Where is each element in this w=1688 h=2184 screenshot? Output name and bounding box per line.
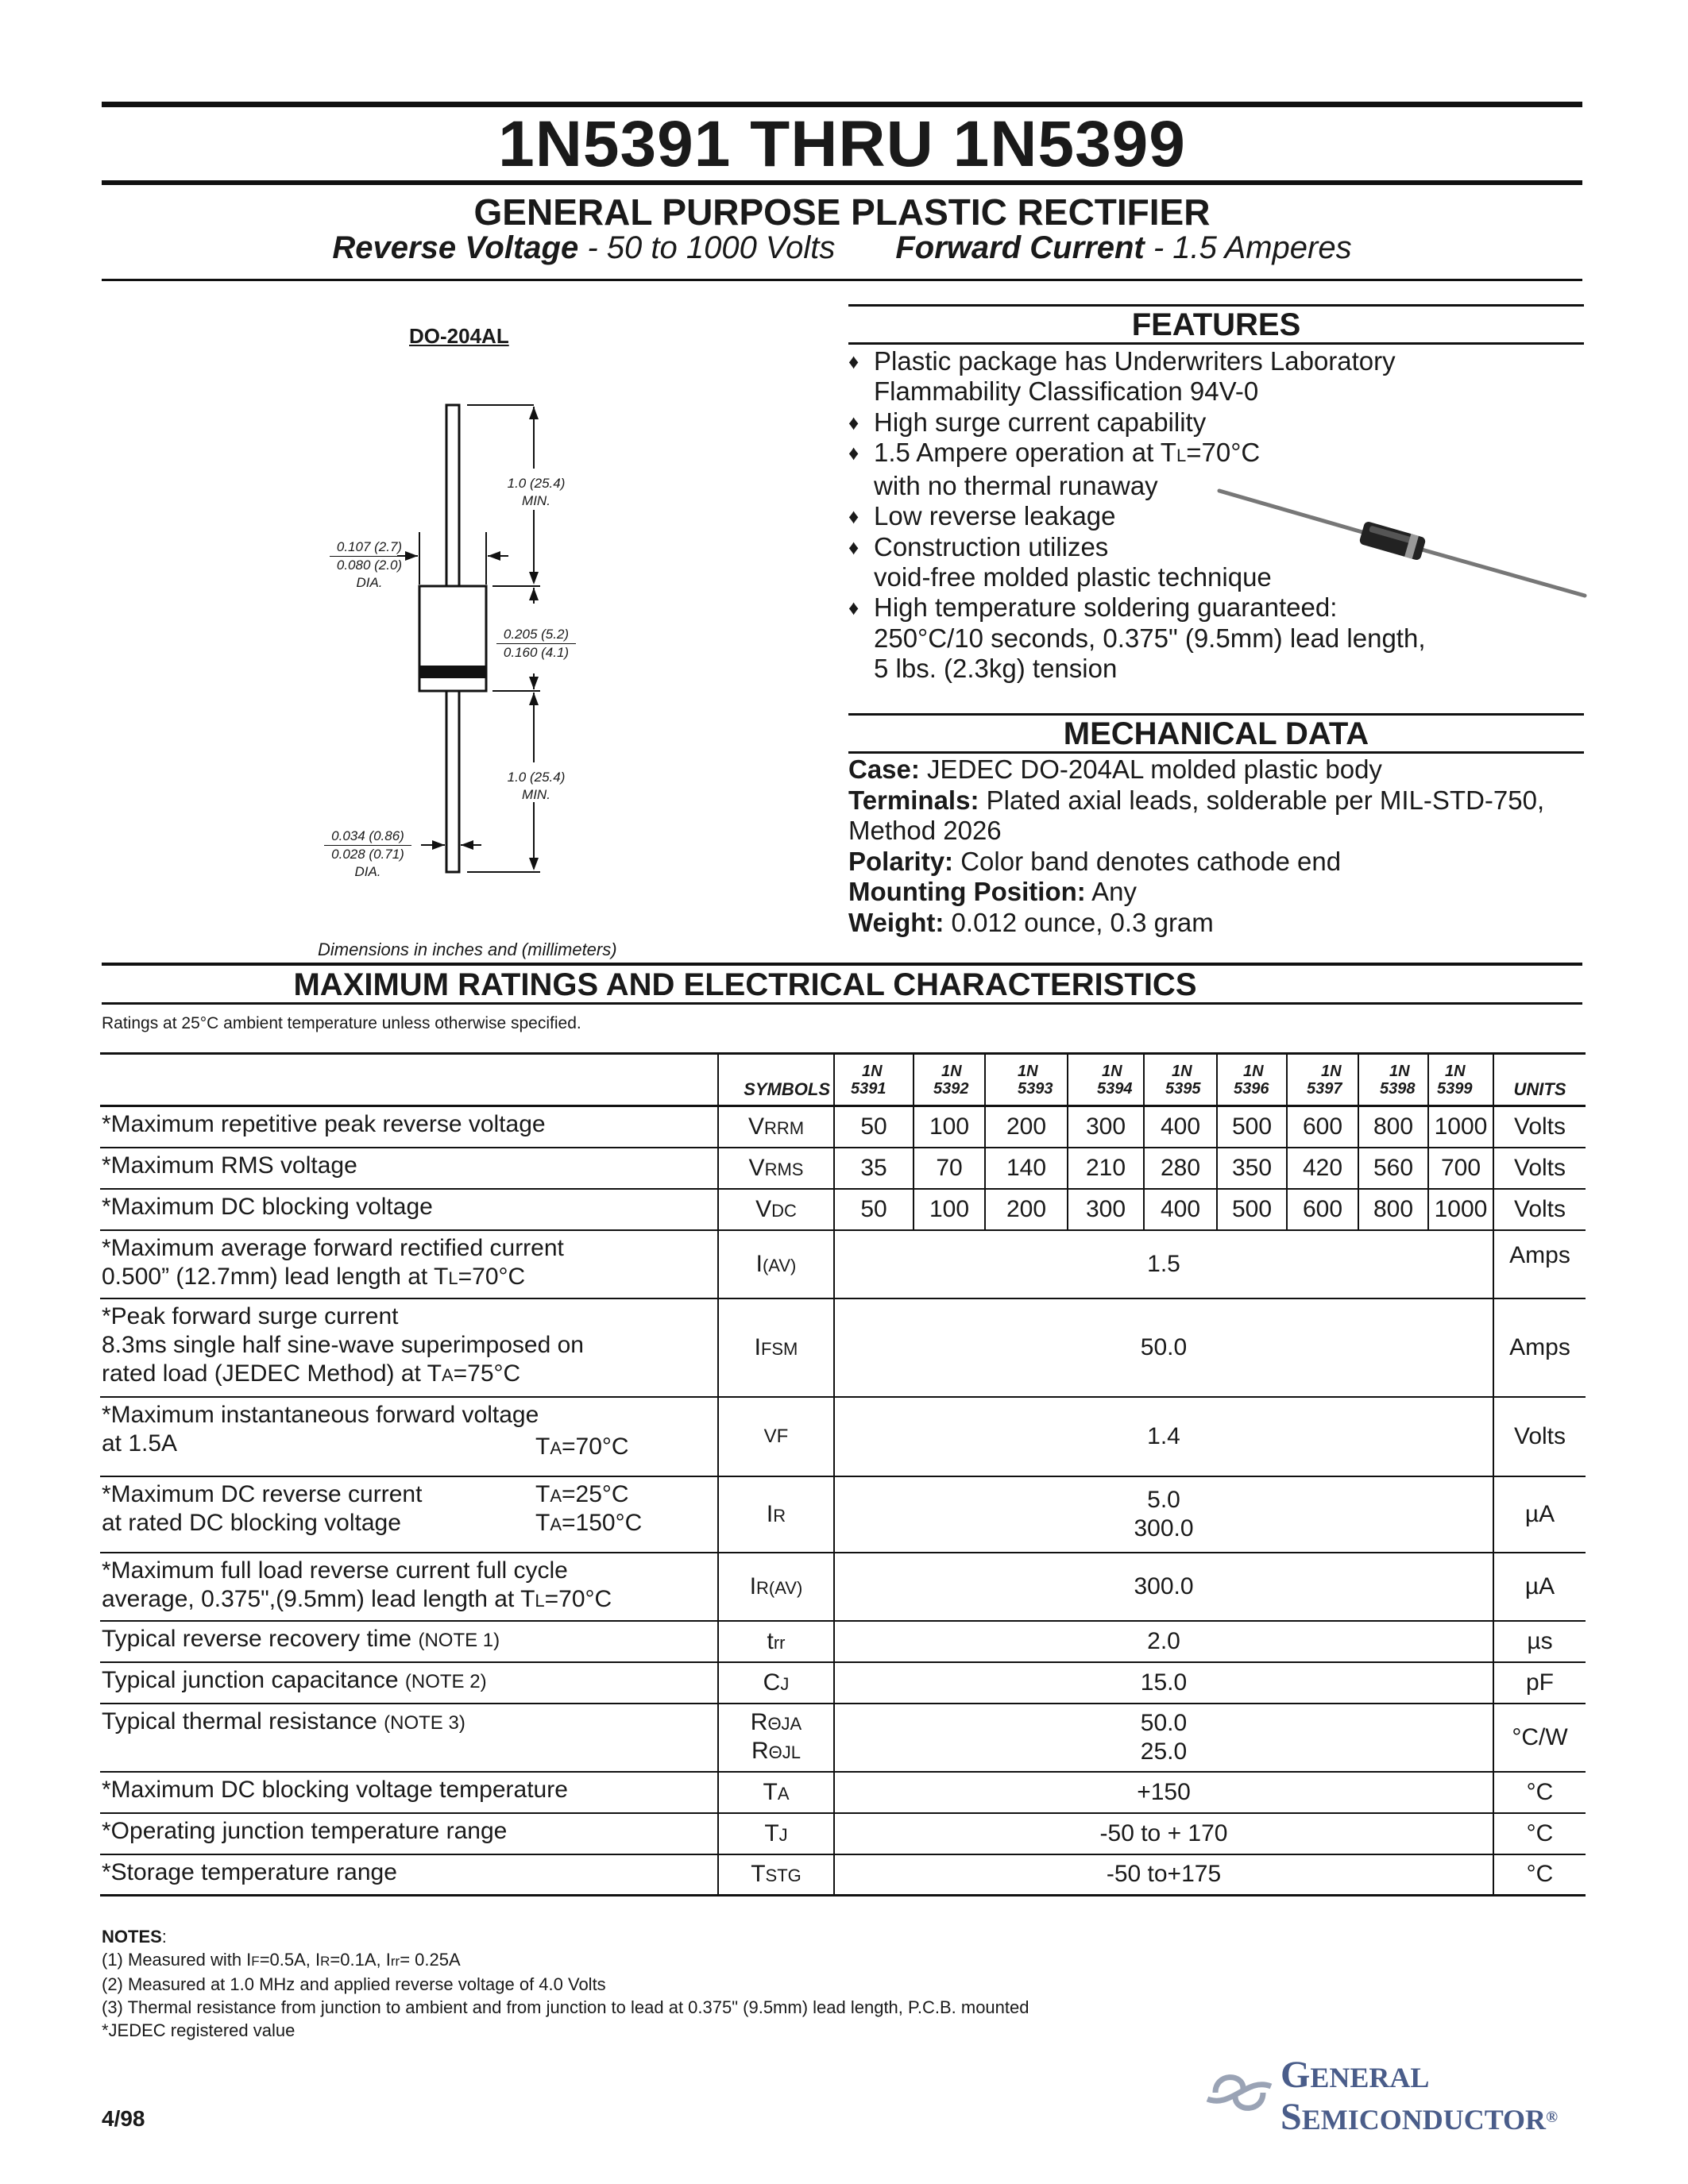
units-header: UNITS [1493, 1054, 1586, 1106]
value-cell: 140 [985, 1148, 1068, 1189]
feature-text: =70°C [1186, 437, 1261, 467]
unit-cell: °C/W [1493, 1704, 1586, 1772]
value-cell: 2.0 [834, 1621, 1493, 1662]
diode-photo [1211, 477, 1593, 604]
dim-bottom-lead [492, 769, 580, 804]
revision-date: 4/98 [102, 2106, 145, 2131]
part-number: 5393 [1018, 1079, 1053, 1098]
table-row [100, 1148, 1586, 1189]
desc-line [102, 1585, 714, 1615]
dim-lead-dia [324, 828, 411, 881]
subscript: A [441, 1364, 454, 1385]
note-ref: (NOTE 3) [384, 1711, 465, 1734]
terminals-label: Terminals: [848, 785, 979, 815]
param-desc [100, 1298, 718, 1397]
unit-cell: µA [1493, 1476, 1586, 1553]
company-logo [1280, 2055, 1558, 2140]
param-desc: *Maximum DC blocking voltage temperature [100, 1772, 718, 1813]
param-desc [100, 1476, 718, 1553]
value-cell: 200 [985, 1189, 1068, 1230]
dim-text: 0.160 (4.1) [503, 645, 570, 660]
part-header [1217, 1054, 1287, 1106]
features-head-rule [848, 342, 1584, 345]
part-number: 5395 [1165, 1079, 1201, 1098]
value-cell: 500 [1217, 1189, 1287, 1230]
value-cell: 300.0 [834, 1553, 1493, 1621]
param-symbol [718, 1621, 834, 1662]
subscript: (AV) [762, 1255, 797, 1275]
logo-line-1 [1280, 2055, 1558, 2097]
param-desc [100, 1230, 718, 1298]
desc-text: =150°C [562, 1509, 643, 1536]
value-cell: 400 [1144, 1106, 1217, 1148]
desc-text: at rated DC blocking voltage [102, 1509, 401, 1536]
symbol-main: I [755, 1250, 763, 1277]
param-symbol [718, 1704, 834, 1772]
condition [535, 1509, 642, 1539]
note-2: (2) Measured at 1.0 MHz and applied reverse voltage of 4.0 Volts [102, 1974, 606, 1994]
feature-item [848, 438, 1425, 471]
subscript: A [777, 1783, 790, 1804]
value-cell: 420 [1287, 1148, 1358, 1189]
unit-cell: °C [1493, 1772, 1586, 1813]
value-cell: 35 [834, 1148, 914, 1189]
subscript: J [778, 1824, 788, 1845]
value-cell: 600 [1287, 1106, 1358, 1148]
value-cell: 100 [914, 1106, 985, 1148]
unit-cell: µA [1493, 1553, 1586, 1621]
logo-line-2 [1280, 2097, 1558, 2140]
subscript: L [1176, 445, 1187, 465]
value-cell: 400 [1144, 1189, 1217, 1230]
part-prefix: 1N [1243, 1062, 1264, 1080]
mechanical-data [848, 754, 1544, 938]
table-row [100, 1397, 1586, 1476]
desc-line [102, 1360, 714, 1390]
mounting-line [848, 877, 1544, 908]
registered-mark: ® [1546, 2109, 1559, 2126]
value-cell: 1.4 [834, 1397, 1493, 1476]
value-cell: 15.0 [834, 1662, 1493, 1704]
desc-text: rated load (JEDEC Method) at T [102, 1360, 442, 1387]
case-label: Case: [848, 754, 920, 784]
symbol-main: C [763, 1669, 781, 1696]
notes-heading-text: NOTES [102, 1927, 162, 1947]
part-number: 5399 [1437, 1079, 1473, 1098]
param-symbol [718, 1148, 834, 1189]
param-desc: *Maximum DC blocking voltage [100, 1189, 718, 1230]
part-prefix: 1N [941, 1062, 962, 1080]
dim-text: 1.0 (25.4) [507, 770, 566, 785]
table-row [100, 1854, 1586, 1896]
features-top-rule [848, 304, 1584, 307]
subscript: rr [390, 1954, 400, 1969]
logo-text: ENERAL [1310, 2062, 1430, 2093]
part-header [1287, 1054, 1358, 1106]
subscript: R [320, 1954, 330, 1969]
dim-top-lead [492, 475, 580, 510]
value-cell: 800 [1358, 1189, 1428, 1230]
symbol-main: V [748, 1154, 765, 1181]
value-cell: 1000 [1428, 1106, 1493, 1148]
note-text: (1) Measured with I [102, 1950, 252, 1970]
mechanical-heading: MECHANICAL DATA [1063, 716, 1369, 751]
ratings-heading: MAXIMUM RATINGS AND ELECTRICAL CHARACTERISTICS [293, 967, 1197, 1002]
header-bottom-rule [102, 279, 1582, 281]
desc-text: T [535, 1480, 550, 1507]
symbol-main: t [767, 1627, 774, 1654]
desc-text: T [535, 1433, 550, 1460]
param-symbol [718, 1553, 834, 1621]
case-line [848, 754, 1544, 785]
dim-text: 0.107 (2.7) [330, 538, 409, 557]
unit-cell: Amps [1493, 1230, 1586, 1298]
unit-cell: Volts [1493, 1397, 1586, 1476]
value-line: 25.0 [1140, 1738, 1188, 1765]
part-prefix: 1N [862, 1062, 883, 1080]
dim-body-dia [330, 538, 409, 592]
value-cell: 210 [1068, 1148, 1144, 1189]
value-cell: 500 [1217, 1106, 1287, 1148]
dim-text: 0.080 (2.0) [336, 558, 403, 573]
table-row [100, 1106, 1586, 1148]
subscript: R(AV) [756, 1577, 803, 1598]
part-number: 5391 [851, 1079, 886, 1098]
value-cell: 800 [1358, 1106, 1428, 1148]
symbol-line [722, 1709, 830, 1738]
desc-line: *Maximum average forward rectified current [102, 1234, 564, 1261]
company-logo-mark [1199, 2053, 1279, 2132]
value-cell: +150 [834, 1772, 1493, 1813]
dim-text: 0.205 (5.2) [496, 626, 576, 644]
dim-text: 0.028 (0.71) [331, 847, 404, 862]
package-name: DO-204AL [409, 324, 509, 348]
dim-text: MIN. [522, 493, 550, 508]
feature-text: High surge current capability [874, 407, 1207, 437]
table-row [100, 1704, 1586, 1772]
subtitle: GENERAL PURPOSE PLASTIC RECTIFIER [473, 191, 1211, 233]
reverse-voltage-label: Reverse Voltage [332, 230, 579, 265]
subscript: RRM [763, 1117, 805, 1138]
desc-text: =70°C [458, 1263, 526, 1290]
forward-current-label: Forward Current [895, 230, 1145, 265]
subscript: DC [771, 1200, 797, 1221]
subscript: A [550, 1514, 562, 1534]
header-blank [100, 1054, 718, 1106]
param-desc [100, 1621, 718, 1662]
value-cell: 300 [1068, 1189, 1144, 1230]
unit-cell: Amps [1493, 1298, 1586, 1397]
param-symbol [718, 1298, 834, 1397]
value-cell: -50 to + 170 [834, 1813, 1493, 1854]
page-title: 1N5391 THRU 1N5399 [498, 108, 1186, 180]
condition [535, 1433, 629, 1463]
value-cell: 280 [1144, 1148, 1217, 1189]
table-row [100, 1189, 1586, 1230]
part-prefix: 1N [1321, 1062, 1342, 1080]
feature-text: 250°C/10 seconds, 0.375" (9.5mm) lead length, [874, 623, 1426, 653]
feature-text: with no thermal runaway [874, 471, 1158, 501]
param-symbol [718, 1854, 834, 1896]
feature-text: 5 lbs. (2.3kg) tension [874, 653, 1118, 683]
desc-line [102, 1509, 714, 1538]
value-cell: 50 [834, 1106, 914, 1148]
desc-text: average, 0.375",(9.5mm) lead length at T [102, 1585, 535, 1612]
part-header [1068, 1054, 1144, 1106]
table-row [100, 1553, 1586, 1621]
subscript: F [251, 1954, 260, 1969]
notes-heading: NOTES: [102, 1927, 167, 1947]
weight-label: Weight: [848, 907, 944, 937]
feature-item [848, 407, 1425, 438]
condition [535, 1480, 629, 1511]
value-cell: 350 [1217, 1148, 1287, 1189]
logo-initial: G [1280, 2054, 1311, 2096]
unit-cell: Volts [1493, 1148, 1586, 1189]
desc-text: Typical junction capacitance [102, 1666, 399, 1693]
subscript: STG [765, 1866, 802, 1886]
note-text: =0.5A, I [259, 1950, 321, 1970]
symbol-line [722, 1738, 830, 1766]
part-header [1428, 1054, 1493, 1106]
param-symbol [718, 1813, 834, 1854]
feature-text: 1.5 Ampere operation at T [874, 437, 1176, 467]
polarity-label: Polarity: [848, 846, 954, 876]
param-symbol [718, 1106, 834, 1148]
symbols-header: SYMBOLS [718, 1054, 834, 1106]
table-row [100, 1476, 1586, 1553]
part-prefix: 1N [1172, 1062, 1192, 1080]
param-desc: *Maximum RMS voltage [100, 1148, 718, 1189]
mounting-label: Mounting Position: [848, 877, 1086, 906]
part-prefix: 1N [1445, 1062, 1466, 1080]
terminals-line-2: Method 2026 [848, 816, 1002, 845]
subscript: ΘJL [768, 1742, 802, 1762]
subscript: A [550, 1437, 562, 1458]
value-cell: 50.0 [834, 1298, 1493, 1397]
symbol-main: I [754, 1333, 761, 1360]
value-line: 300.0 [1134, 1515, 1194, 1542]
polarity-value: Color band denotes cathode end [953, 846, 1342, 876]
dim-text: 1.0 (25.4) [507, 476, 566, 491]
logo-text: EMICONDUCTOR [1301, 2104, 1547, 2136]
param-symbol [718, 1230, 834, 1298]
feature-text: Flammability Classification 94V-0 [874, 376, 1259, 407]
title-rule [102, 180, 1582, 185]
desc-line: *Maximum instantaneous forward voltage [102, 1401, 539, 1428]
subscript: L [448, 1268, 458, 1288]
notes [102, 1925, 1029, 2042]
unit-cell: °C [1493, 1813, 1586, 1854]
symbol-main: R [750, 1708, 768, 1735]
note-text: = 0.25A [400, 1950, 461, 1970]
note-text: =0.1A, I [330, 1950, 391, 1970]
feature-item [848, 346, 1425, 376]
part-header [914, 1054, 985, 1106]
note-3: (3) Thermal resistance from junction to ambient and from junction to lead at 0.375" (9.5mm) lead length, P.C.B. mounted [102, 1997, 1029, 2017]
dim-body-length [496, 626, 576, 662]
table-row [100, 1772, 1586, 1813]
part-header [834, 1054, 914, 1106]
desc-text: *Maximum DC reverse current [102, 1480, 423, 1507]
weight-line [848, 908, 1544, 939]
value-cell: 1000 [1428, 1189, 1493, 1230]
desc-text: Typical thermal resistance [102, 1707, 377, 1734]
symbol-main: I [749, 1572, 757, 1599]
part-number: 5397 [1307, 1079, 1342, 1098]
feature-text: Low reverse leakage [874, 501, 1116, 531]
desc-line: *Peak forward surge current [102, 1302, 399, 1329]
feature-text: Construction utilizes [874, 531, 1109, 561]
param-desc: *Storage temperature range [100, 1854, 718, 1896]
features-heading: FEATURES [1131, 307, 1301, 342]
terminals-value: Plated axial leads, solderable per MIL-STD-750, [979, 785, 1545, 815]
ratings-head-rule [102, 1002, 1582, 1005]
subscript: J [780, 1673, 790, 1694]
part-prefix: 1N [1018, 1062, 1038, 1080]
value-cell [834, 1704, 1493, 1772]
subscript: FSM [760, 1338, 798, 1359]
part-number: 5394 [1097, 1079, 1133, 1098]
dim-text: DIA. [354, 864, 381, 879]
param-symbol [718, 1476, 834, 1553]
dim-text: DIA. [356, 575, 383, 590]
table-row [100, 1621, 1586, 1662]
table-row [100, 1662, 1586, 1704]
desc-text: =70°C [562, 1433, 629, 1460]
param-desc [100, 1704, 718, 1772]
symbol-main: T [764, 1819, 779, 1846]
param-symbol [718, 1772, 834, 1813]
symbol-main: R [751, 1737, 769, 1764]
ratings-top-rule [102, 963, 1582, 966]
feature-text: Plastic package has Underwriters Laboratory [874, 346, 1396, 376]
note-ref: (NOTE 2) [404, 1670, 487, 1692]
part-header [1358, 1054, 1428, 1106]
value-cell: 300 [1068, 1106, 1144, 1148]
part-header [1144, 1054, 1217, 1106]
table-row [100, 1230, 1586, 1298]
mech-top-rule [848, 713, 1584, 716]
symbol-main: T [751, 1861, 766, 1888]
param-desc: *Operating junction temperature range [100, 1813, 718, 1854]
desc-text: T [535, 1509, 550, 1536]
value-line: 50.0 [1140, 1709, 1188, 1736]
symbol-main: I [766, 1500, 774, 1527]
subscript: rr [773, 1632, 786, 1653]
unit-cell: pF [1493, 1662, 1586, 1704]
subscript: A [550, 1485, 562, 1506]
dim-text: 0.034 (0.86) [324, 828, 411, 846]
desc-line [102, 1263, 714, 1293]
value-cell: 70 [914, 1148, 985, 1189]
note-1 [102, 1948, 1029, 1973]
reverse-voltage-value: - 50 to 1000 Volts [578, 230, 836, 265]
part-prefix: 1N [1389, 1062, 1410, 1080]
ratings-table [100, 1052, 1586, 1897]
feature-text: void-free molded plastic technique [874, 562, 1272, 592]
unit-cell: Volts [1493, 1189, 1586, 1230]
value-cell: -50 to+175 [834, 1854, 1493, 1896]
value-cell: 700 [1428, 1148, 1493, 1189]
part-header [985, 1054, 1068, 1106]
forward-current-value: - 1.5 Amperes [1144, 230, 1352, 265]
part-prefix: 1N [1102, 1062, 1122, 1080]
dim-text: MIN. [522, 787, 550, 802]
desc-text: Typical reverse recovery time [102, 1625, 412, 1652]
case-value: JEDEC DO-204AL molded plastic body [919, 754, 1382, 784]
desc-line: *Maximum full load reverse current full cycle [102, 1557, 568, 1584]
value-cell: 560 [1358, 1148, 1428, 1189]
desc-line [102, 1480, 714, 1509]
desc-text: 0.500” (12.7mm) lead length at T [102, 1263, 449, 1290]
desc-text: =70°C [544, 1585, 612, 1612]
param-symbol [718, 1662, 834, 1704]
table-header-row [100, 1054, 1586, 1106]
polarity-line [848, 847, 1544, 878]
desc-line [102, 1430, 714, 1458]
subscript: R [773, 1505, 786, 1526]
logo-initial: S [1280, 2096, 1302, 2138]
param-symbol [718, 1189, 834, 1230]
value-line: 5.0 [1147, 1486, 1180, 1513]
value-cell [834, 1476, 1493, 1553]
ratings-note: Ratings at 25°C ambient temperature unless otherwise specified. [102, 1014, 581, 1032]
desc-line: 8.3ms single half sine-wave superimposed on [102, 1331, 584, 1358]
unit-cell: °C [1493, 1854, 1586, 1896]
mounting-value: Any [1085, 877, 1137, 906]
note-ref: (NOTE 1) [418, 1629, 500, 1651]
param-desc [100, 1553, 718, 1621]
param-symbol: VF [718, 1397, 834, 1476]
param-desc: *Maximum repetitive peak reverse voltage [100, 1106, 718, 1148]
part-number: 5396 [1234, 1079, 1269, 1098]
weight-value: 0.012 ounce, 0.3 gram [944, 907, 1214, 937]
subscript: RMS [764, 1159, 804, 1179]
rating-summary [102, 230, 1582, 266]
symbol-main: V [747, 1113, 764, 1140]
value-cell: 100 [914, 1189, 985, 1230]
note-4: *JEDEC registered value [102, 2020, 295, 2040]
part-number: 5398 [1380, 1079, 1416, 1098]
desc-text: =25°C [562, 1480, 629, 1507]
table-row [100, 1813, 1586, 1854]
value-cell: 200 [985, 1106, 1068, 1148]
symbol-main: T [763, 1778, 778, 1805]
table-row [100, 1298, 1586, 1397]
subscript: L [535, 1590, 545, 1611]
dimensions-note: Dimensions in inches and (millimeters) [318, 940, 617, 959]
top-rule [102, 102, 1582, 107]
subscript: ΘJA [767, 1713, 802, 1734]
part-number: 5392 [933, 1079, 969, 1098]
symbol-main: V [755, 1195, 772, 1222]
mech-head-rule [848, 751, 1584, 754]
unit-cell: µs [1493, 1621, 1586, 1662]
value-cell: 50 [834, 1189, 914, 1230]
param-desc [100, 1397, 718, 1476]
unit-cell: Volts [1493, 1106, 1586, 1148]
value-cell: 1.5 [834, 1230, 1493, 1298]
terminals-line [848, 785, 1544, 816]
feature-text: High temperature soldering guaranteed: [874, 592, 1338, 623]
param-desc [100, 1662, 718, 1704]
desc-text: =75°C [453, 1360, 521, 1387]
desc-text: at 1.5A [102, 1430, 178, 1457]
value-cell: 600 [1287, 1189, 1358, 1230]
